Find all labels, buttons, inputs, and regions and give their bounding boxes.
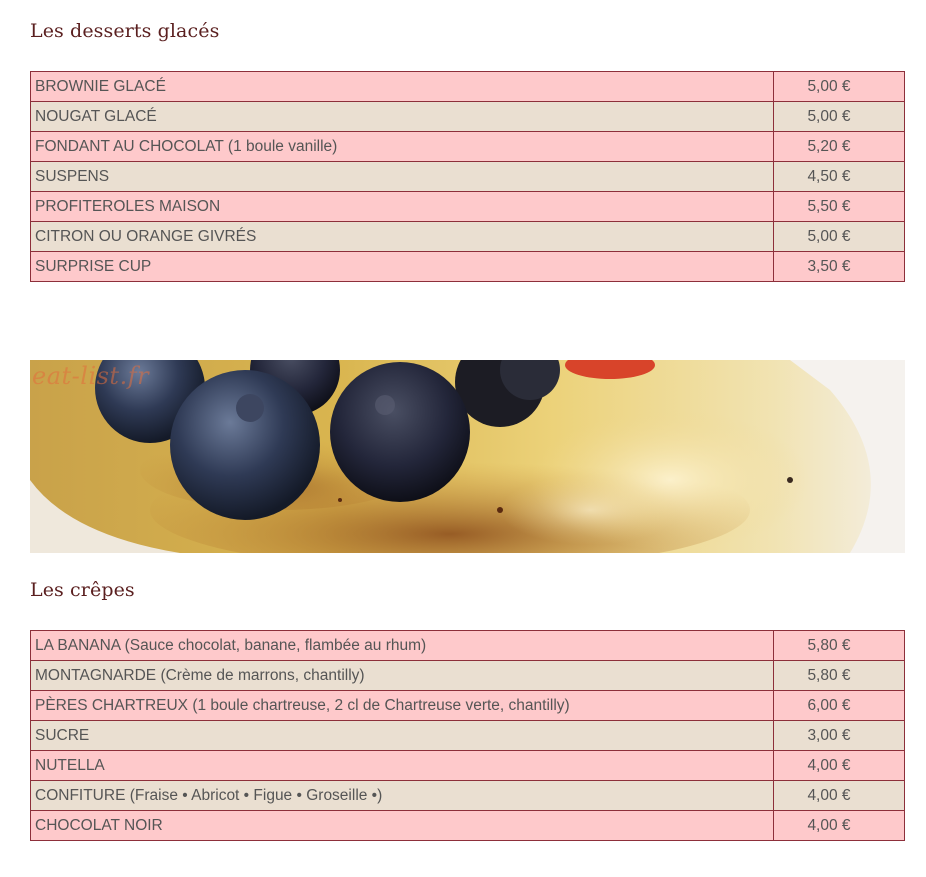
item-name: CONFITURE (Fraise • Abricot • Figue • Groseille •): [31, 781, 774, 811]
item-name: CHOCOLAT NOIR: [31, 811, 774, 841]
item-name: NUTELLA: [31, 751, 774, 781]
section-title-crepes: Les crêpes: [30, 579, 135, 601]
menu-row: [31, 222, 905, 252]
item-name: SUCRE: [31, 721, 774, 751]
item-name: FONDANT AU CHOCOLAT (1 boule vanille): [31, 132, 774, 162]
item-name: NOUGAT GLACÉ: [31, 102, 774, 132]
section-title-desserts-glaces: Les desserts glacés: [30, 20, 220, 42]
dessert-photo: [30, 360, 905, 553]
item-name: PÈRES CHARTREUX (1 boule chartreuse, 2 cl de Chartreuse verte, chantilly): [31, 691, 774, 721]
item-price: 4,00 €: [774, 811, 905, 841]
item-price: 5,00 €: [774, 222, 905, 252]
menu-row: [31, 751, 905, 781]
item-price: 4,00 €: [774, 751, 905, 781]
item-price: 3,50 €: [774, 252, 905, 282]
menu-row: [31, 192, 905, 222]
creme-brulee-image: [30, 360, 905, 553]
menu-row: [31, 132, 905, 162]
item-name: CITRON OU ORANGE GIVRÉS: [31, 222, 774, 252]
item-price: 5,20 €: [774, 132, 905, 162]
menu-row: [31, 252, 905, 282]
item-price: 5,00 €: [774, 102, 905, 132]
item-price: 4,00 €: [774, 781, 905, 811]
menu-row: [31, 631, 905, 661]
menu-row: [31, 721, 905, 751]
item-name: BROWNIE GLACÉ: [31, 72, 774, 102]
menu-row: [31, 811, 905, 841]
item-name: MONTAGNARDE (Crème de marrons, chantilly): [31, 661, 774, 691]
menu-row: [31, 691, 905, 721]
item-price: 3,00 €: [774, 721, 905, 751]
item-name: LA BANANA (Sauce chocolat, banane, flambée au rhum): [31, 631, 774, 661]
menu-row: [31, 781, 905, 811]
item-price: 6,00 €: [774, 691, 905, 721]
item-name: SUSPENS: [31, 162, 774, 192]
menu-row: [31, 162, 905, 192]
menu-row: [31, 102, 905, 132]
menu-table-crepes: [30, 630, 905, 841]
menu-table-desserts-glaces: [30, 71, 905, 282]
item-price: 5,80 €: [774, 631, 905, 661]
item-price: 5,50 €: [774, 192, 905, 222]
item-price: 5,80 €: [774, 661, 905, 691]
watermark-text: eat-list.fr: [32, 362, 150, 390]
menu-row: [31, 661, 905, 691]
item-name: SURPRISE CUP: [31, 252, 774, 282]
item-name: PROFITEROLES MAISON: [31, 192, 774, 222]
menu-row: [31, 72, 905, 102]
item-price: 4,50 €: [774, 162, 905, 192]
item-price: 5,00 €: [774, 72, 905, 102]
